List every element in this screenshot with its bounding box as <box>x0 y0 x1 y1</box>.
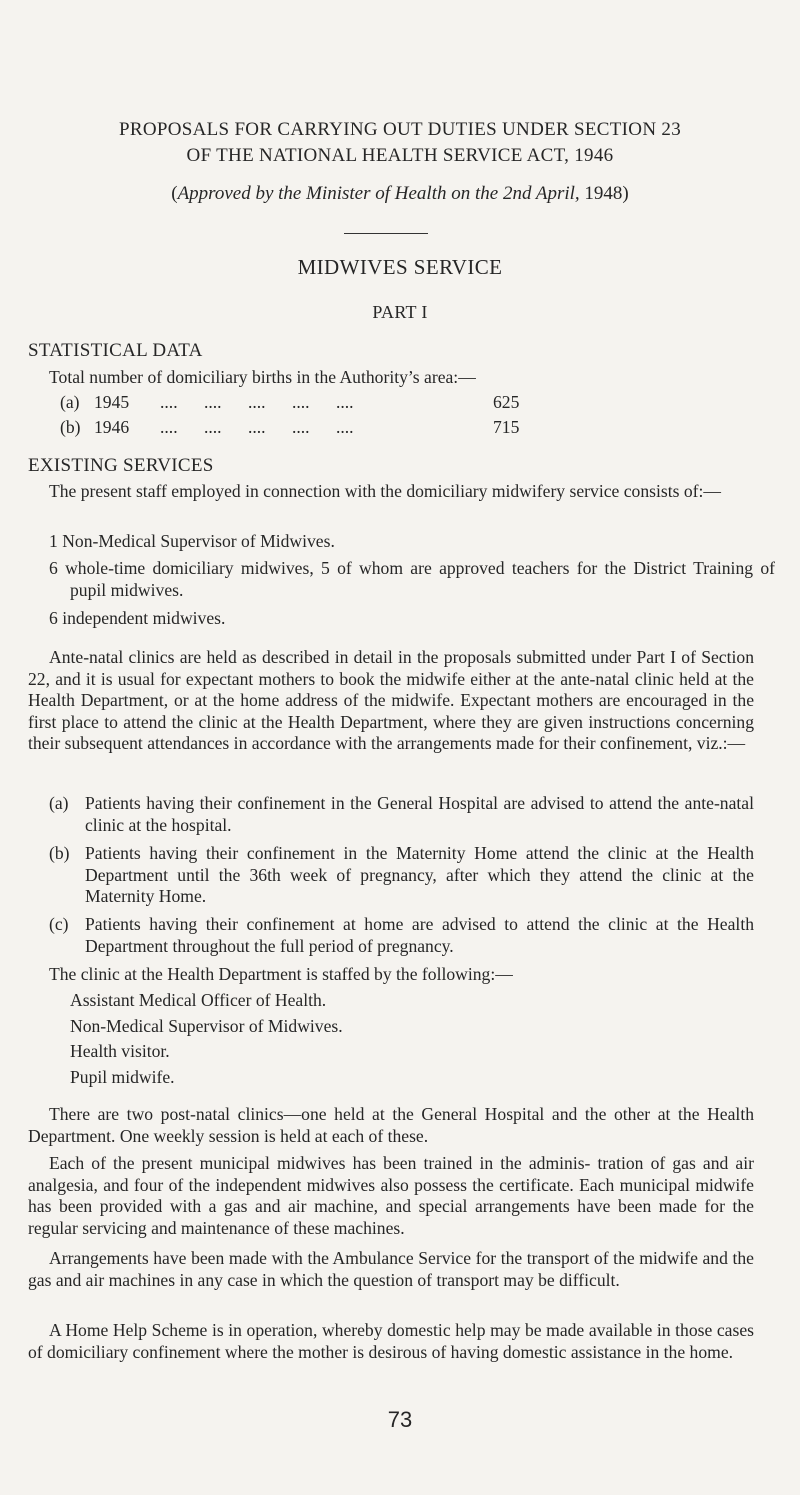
analgesia-paragraph: Each of the present municipal midwives has been trained in the adminis- tration of gas and air analgesia, and four of the independent midwives also possess the certificate. Each municipal midwife has been provided with a gas and air machine, and special arrangements have been made for the regular servicing and maintenance of these machines. <box>28 1153 754 1238</box>
stat-year: 1946 <box>94 417 130 437</box>
arrangement-label: (b) <box>49 843 70 863</box>
clinic-staff-intro: The clinic at the Health Department is staffed by the following:— <box>49 964 513 984</box>
approval-note <box>0 183 800 205</box>
arrangement-item <box>49 793 754 836</box>
clinic-staff-item: Pupil midwife. <box>70 1067 175 1087</box>
arrangement-text: Patients having their confinement at home are advised to attend the clinic at the Health Department throughout the full period of pregnancy. <box>85 914 754 956</box>
stat-value: 715 <box>493 417 520 437</box>
existing-services-heading: EXISTING SERVICES <box>28 455 214 476</box>
section-heading: MIDWIVES SERVICE <box>297 255 503 279</box>
transport-paragraph: Arrangements have been made with the Ambulance Service for the transport of the midwife and the gas and air machines in any case in which the question of transport may be difficult. <box>28 1248 754 1290</box>
title-line-1: PROPOSALS FOR CARRYING OUT DUTIES UNDER SECTION 23 <box>118 119 682 140</box>
arrangement-label: (c) <box>49 914 69 934</box>
postnatal-paragraph: There are two post-natal clinics—one held at the General Hospital and the other at the Health Department. One weekly session is held at each of these. <box>28 1104 754 1146</box>
arrangement-item <box>49 914 754 957</box>
page-number: 73 <box>387 1407 413 1432</box>
stat-dots: .... .... .... .... .... <box>160 417 354 437</box>
statistical-data-heading: STATISTICAL DATA <box>28 340 203 361</box>
home-help-paragraph: A Home Help Scheme is in operation, whereby domestic help may be made available in those cases of domiciliary confinement where the mother is desirous of having domestic assistance in the home. <box>28 1320 754 1362</box>
clinic-staff-item: Health visitor. <box>70 1041 170 1061</box>
antenatal-paragraph: Ante-natal clinics are held as described in detail in the proposals submitted under Part I of Section 22, and it is usual for expectant mothers to book the midwife either at the ante-natal clinic held at the Health Department, or at the home address of the midwife. Expectant mothers are encouraged in the first place to attend the clinic at the Health Department, where they are given instructions concerning their subsequent attendances in accordance with the arrangements made for their confinement, viz.:— <box>28 647 754 753</box>
arrangement-text: Patients having their confinement in the General Hospital are advised to attend the ante-natal clinic at the hospital. <box>85 793 754 835</box>
arrangement-item <box>49 843 754 908</box>
staff-item: 6 whole-time domiciliary midwives, 5 of whom are approved teachers for the District Training of pupil midwives. <box>49 558 775 600</box>
part-heading: PART I <box>372 302 428 322</box>
staff-item: 1 Non-Medical Supervisor of Midwives. <box>49 531 335 551</box>
approval-text: Approved by the Minister of Health on the 2nd April, <box>177 183 580 204</box>
clinic-staff-item: Assistant Medical Officer of Health. <box>70 990 327 1010</box>
staff-intro-paragraph: The present staff employed in connection with the domiciliary midwifery service consists of:— <box>49 481 721 501</box>
approval-open-paren: ( <box>171 183 178 204</box>
stat-value: 625 <box>493 392 520 412</box>
approval-year: 1948) <box>579 183 629 204</box>
stat-label: (a) <box>60 392 80 412</box>
stat-label: (b) <box>60 417 81 437</box>
arrangement-label: (a) <box>49 793 69 813</box>
clinic-staff-item: Non-Medical Supervisor of Midwives. <box>70 1016 343 1036</box>
births-intro: Total number of domiciliary births in the Authority’s area:— <box>49 367 476 387</box>
title-line-2: OF THE NATIONAL HEALTH SERVICE ACT, 1946 <box>186 145 614 166</box>
divider-rule <box>344 233 428 234</box>
stat-year: 1945 <box>94 392 130 412</box>
arrangement-text: Patients having their confinement in the Maternity Home attend the clinic at the Health Department until the 36th week of pregnancy, after which they attend the clinic at the Maternity Home. <box>85 843 754 906</box>
stat-dots: .... .... .... .... .... <box>160 392 354 412</box>
staff-item: 6 independent midwives. <box>49 608 226 628</box>
